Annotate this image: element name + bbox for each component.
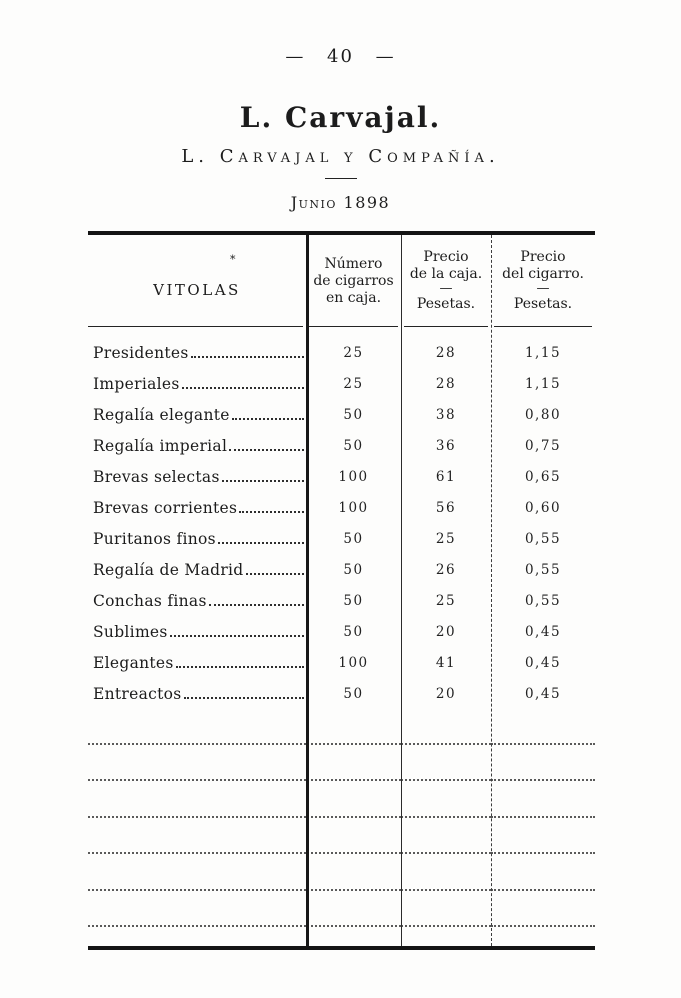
dot-leader [239, 499, 304, 513]
vitola-cell [88, 561, 306, 579]
blank-dotted-line [491, 743, 595, 745]
page-title: L. Carvajal. [239, 101, 442, 134]
box-price-cell: 25 [435, 530, 457, 547]
table-header-row [88, 235, 595, 327]
box-price-cell: 28 [435, 375, 457, 392]
header-line: Precio [520, 249, 566, 265]
cigars-cell: 50 [343, 685, 364, 702]
empty-table-row [88, 746, 595, 783]
blank-dotted-line [306, 816, 401, 818]
cigar-price-cell: 0,45 [524, 623, 562, 640]
cigar-price-cell: 0,80 [524, 406, 562, 423]
dot-leader [191, 344, 304, 358]
box-price-cell: 25 [435, 592, 457, 609]
blank-dotted-line [306, 779, 401, 781]
blank-dotted-line [401, 743, 491, 745]
box-price-cell: 20 [435, 685, 457, 702]
blank-dotted-line [88, 816, 306, 818]
cigar-price-cell: 0,55 [524, 561, 562, 578]
vitola-name: Regalía de Madrid [93, 560, 244, 579]
blank-dotted-line [306, 925, 401, 927]
column-divider-3 [491, 235, 492, 946]
header-unit: Pesetas. [416, 296, 476, 312]
empty-table-row [88, 709, 595, 746]
vitola-name: Regalía elegante [93, 405, 230, 424]
header-underline [88, 326, 303, 327]
blank-dotted-line [491, 925, 595, 927]
cigars-cell: 25 [343, 375, 364, 392]
blank-dotted-line [88, 743, 306, 745]
blank-dotted-line [401, 852, 491, 854]
vitola-cell [88, 437, 306, 455]
header-vitolas [88, 235, 306, 327]
cigars-cell: 50 [343, 437, 364, 454]
vitola-name: Elegantes [93, 653, 174, 672]
vitola-name: Entreactos [93, 684, 182, 703]
vitola-name: Sublimes [93, 622, 168, 641]
header-cigars-per-box [306, 235, 401, 327]
vitola-cell [88, 685, 306, 703]
company-subtitle: L. Carvajal y Compañía. [181, 146, 500, 167]
dot-leader [246, 561, 304, 575]
header-dash: — [536, 281, 550, 296]
header-underline [404, 326, 488, 327]
empty-table-row [88, 855, 595, 892]
issue-date: Junio 1898 [290, 193, 391, 212]
vitola-name: Puritanos finos [93, 529, 216, 548]
cigar-price-cell: 1,15 [524, 344, 562, 361]
cigars-cell: 50 [343, 623, 364, 640]
vitola-cell [88, 468, 306, 486]
header-underline [494, 326, 592, 327]
blank-dotted-line [401, 925, 491, 927]
box-price-cell: 41 [435, 654, 457, 671]
header-line: de la caja. [409, 266, 483, 282]
cigars-cell: 50 [343, 561, 364, 578]
vitola-cell [88, 499, 306, 517]
table-row [88, 554, 595, 585]
blank-dotted-line [491, 779, 595, 781]
header-vitolas-label: VITOLAS [153, 280, 241, 299]
blank-dotted-line [88, 925, 306, 927]
table-row [88, 368, 595, 399]
cigar-price-cell: 0,55 [524, 592, 562, 609]
vitola-cell [88, 375, 306, 393]
vitola-name: Brevas selectas [93, 467, 220, 486]
blank-dotted-line [88, 889, 306, 891]
cigar-price-cell: 0,55 [524, 530, 562, 547]
vitola-name: Presidentes [93, 343, 189, 362]
dot-leader [229, 437, 304, 451]
blank-rows-section [88, 709, 595, 946]
box-price-cell: 56 [435, 499, 457, 516]
vitola-name: Imperiales [93, 374, 180, 393]
dot-leader [182, 375, 304, 389]
blank-dotted-line [401, 779, 491, 781]
empty-table-row [88, 782, 595, 819]
vitola-cell [88, 623, 306, 641]
header-cigar-price [491, 235, 595, 327]
table-row [88, 523, 595, 554]
cigars-cell: 100 [338, 654, 369, 671]
header-line: en caja. [325, 289, 382, 306]
header-unit: Pesetas. [513, 296, 573, 312]
dot-leader [232, 406, 304, 420]
blank-dotted-line [88, 779, 306, 781]
table-row [88, 647, 595, 678]
table-row [88, 492, 595, 523]
dot-leader [218, 530, 304, 544]
cigar-price-cell: 1,15 [524, 375, 562, 392]
dot-leader [176, 654, 304, 668]
cigar-price-cell: 0,60 [524, 499, 562, 516]
box-price-cell: 61 [435, 468, 457, 485]
header-line: Precio [423, 249, 469, 265]
divider-rule [325, 178, 357, 179]
cigar-price-cell: 0,65 [524, 468, 562, 485]
box-price-cell: 26 [435, 561, 457, 578]
cigars-cell: 25 [343, 344, 364, 361]
vitola-cell [88, 592, 306, 610]
table-row [88, 616, 595, 647]
cigar-price-cell: 0,45 [524, 654, 562, 671]
page-number: — 40 — [285, 46, 396, 67]
vitola-cell [88, 530, 306, 548]
blank-dotted-line [306, 743, 401, 745]
blank-dotted-line [491, 852, 595, 854]
table-row [88, 399, 595, 430]
header-box-price [401, 235, 491, 327]
table-row [88, 430, 595, 461]
box-price-cell: 20 [435, 623, 457, 640]
column-divider-2 [401, 235, 402, 946]
header-line: del cigarro. [502, 266, 584, 282]
cigars-cell: 50 [343, 530, 364, 547]
blank-dotted-line [491, 889, 595, 891]
cigars-cell: 50 [343, 406, 364, 423]
cigars-cell: 100 [338, 499, 369, 516]
vitola-cell [88, 654, 306, 672]
cigar-price-cell: 0,45 [524, 685, 562, 702]
box-price-cell: 38 [435, 406, 457, 423]
vitola-cell [88, 344, 306, 362]
dot-leader [209, 592, 304, 606]
vitola-cell [88, 406, 306, 424]
cigars-cell: 100 [338, 468, 369, 485]
table-body [88, 327, 595, 709]
header-underline [309, 326, 398, 327]
column-divider-1 [306, 235, 309, 946]
header-line: Número [324, 255, 383, 272]
blank-dotted-line [306, 852, 401, 854]
table-row [88, 678, 595, 709]
header-line: de cigarros [313, 272, 394, 289]
dot-leader [184, 685, 304, 699]
table-row [88, 337, 595, 368]
box-price-cell: 36 [435, 437, 457, 454]
table-row [88, 585, 595, 616]
cigars-cell: 50 [343, 592, 364, 609]
vitola-name: Conchas finas [93, 591, 207, 610]
blank-dotted-line [306, 889, 401, 891]
blank-dotted-line [401, 816, 491, 818]
vitola-name: Regalía imperial [93, 436, 228, 455]
blank-dotted-line [401, 889, 491, 891]
box-price-cell: 28 [435, 344, 457, 361]
dot-leader [170, 623, 304, 637]
price-table [88, 231, 595, 950]
empty-table-row [88, 819, 595, 856]
cigar-price-cell: 0,75 [524, 437, 562, 454]
asterisk-mark: * [230, 253, 236, 266]
blank-dotted-line [491, 816, 595, 818]
blank-dotted-line [88, 852, 306, 854]
vitola-name: Brevas corrientes [93, 498, 238, 517]
header-dash: — [439, 281, 453, 296]
dot-leader [222, 468, 304, 482]
empty-table-row [88, 892, 595, 929]
table-row [88, 461, 595, 492]
